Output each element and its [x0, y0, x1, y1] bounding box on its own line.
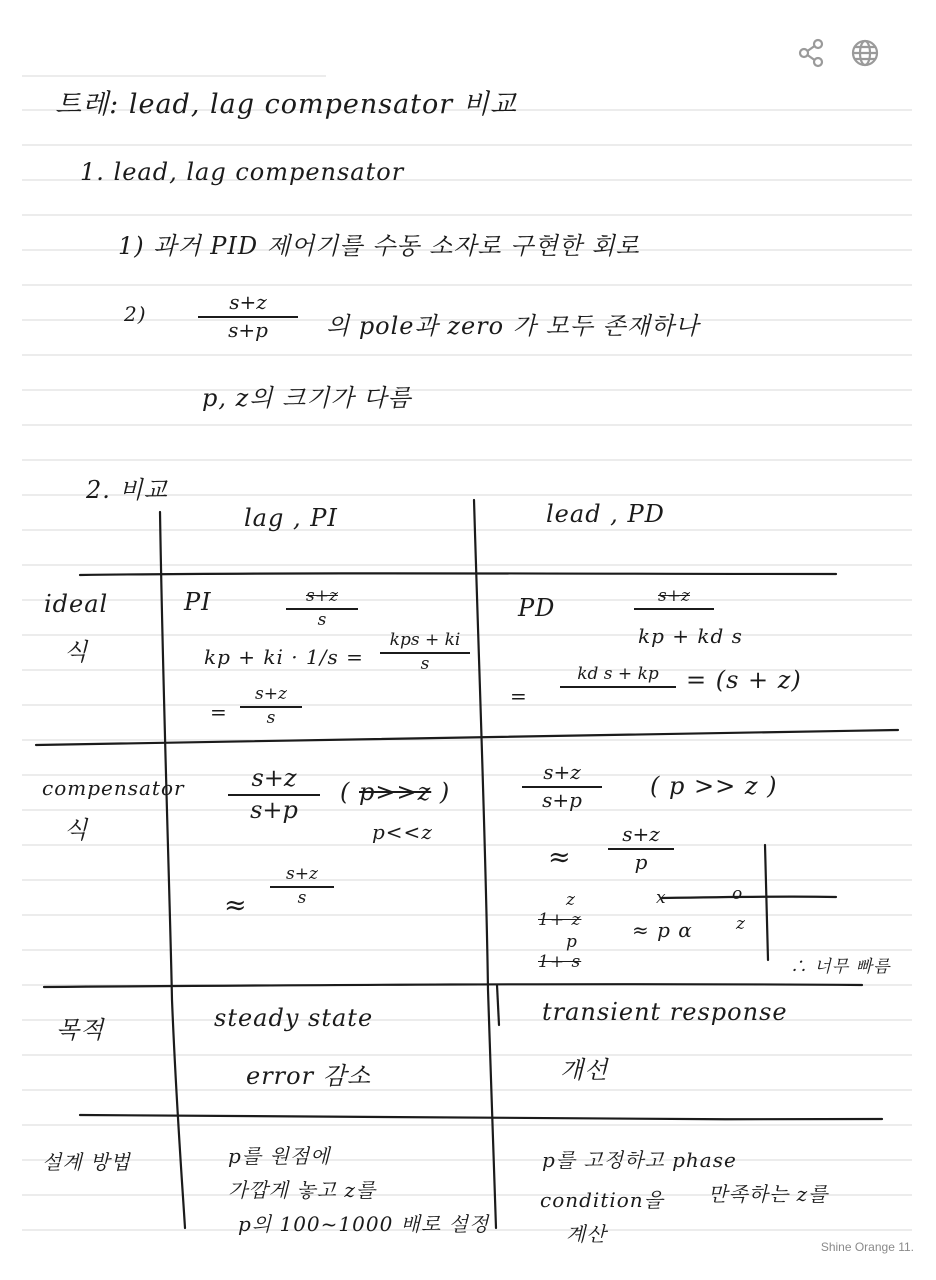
comp-lead-approx-fraction: [608, 822, 674, 874]
purpose-lag-line1: steady state: [214, 1004, 374, 1032]
ideal-lead-pd: PD: [518, 594, 556, 622]
fraction-denominator: s: [297, 888, 307, 908]
globe-icon[interactable]: [850, 38, 880, 68]
comp-lead-note-o: o: [732, 884, 744, 904]
purpose-lag-line2: error 감소: [246, 1062, 372, 1090]
design-lag-line2: 가깝게 놓고 z를: [228, 1178, 377, 1202]
design-lead-line1: p를 고정하고 phase: [542, 1148, 737, 1172]
ideal-lag-expr-fraction: [380, 630, 470, 674]
ideal-lag-eq-fraction: [240, 684, 302, 728]
section1-heading: 1. lead, lag compensator: [80, 158, 405, 186]
ideal-lag-pi: PI: [184, 588, 212, 616]
comp-lead-approx: ≈: [548, 842, 572, 873]
row-ideal-label-1: ideal: [44, 590, 109, 618]
design-lead-line4: 계산: [566, 1222, 607, 1246]
fraction-numerator: s+z: [270, 864, 334, 888]
comp-lead-cond: ( p >> z ): [650, 772, 778, 800]
fraction-denominator: s+p: [250, 796, 298, 824]
ideal-lag-expr: kp + ki · 1/s =: [204, 645, 364, 669]
comp-lead-note-z2: z: [736, 914, 746, 934]
ideal-lag-eq-prefix: =: [210, 700, 228, 724]
comp-lead-note-1z: 1+ z: [538, 910, 582, 930]
fraction-denominator: s+p: [228, 318, 268, 342]
design-lag-line1: p를 원점에: [228, 1144, 331, 1168]
row-compensator-label-2: 식: [64, 816, 89, 844]
comp-lag-approx-fraction: [270, 864, 334, 908]
ideal-lead-fraction: [634, 586, 714, 610]
ideal-lead-eq-fraction: [560, 664, 676, 688]
ideal-lag-fraction: [286, 586, 358, 630]
fraction-denominator: s: [420, 654, 430, 674]
table-row-divider-3: [80, 1115, 882, 1119]
fraction-numerator: kps + ki: [380, 630, 470, 654]
fraction-denominator: p: [634, 850, 648, 874]
share-icon[interactable]: [796, 38, 826, 68]
fraction-numerator: s+z: [634, 586, 714, 610]
fraction-denominator: s: [317, 610, 327, 630]
comp-lead-note-1s: 1+ s: [538, 952, 582, 972]
comp-lead-note-z: z: [566, 890, 576, 910]
comp-lag-cond: p<<z: [372, 820, 433, 844]
comp-lead-note-x: x: [656, 888, 667, 908]
fraction-denominator: s+p: [542, 788, 582, 812]
fraction-numerator: kd s + kp: [560, 664, 676, 688]
note-title: 트레: lead, lag compensator 비교: [55, 89, 517, 120]
section1-item2-fraction: [198, 290, 298, 342]
row-ideal-label-2: 식: [64, 638, 89, 666]
row-purpose-label: 목적: [56, 1016, 105, 1044]
comp-lag-cond-strike: ( p>>z ): [340, 778, 451, 806]
table-header-lead: lead , PD: [546, 500, 665, 528]
fraction-numerator: s+z: [228, 764, 320, 796]
table-header-underline: [80, 573, 836, 575]
section1-item2-line2: p, z의 크기가 다름: [202, 384, 412, 412]
purpose-lead-line2: 개선: [560, 1056, 609, 1084]
row-design-label: 설계 방법: [42, 1150, 131, 1174]
comp-lead-note-toofast: ∴ 너무 빠름: [790, 957, 891, 977]
design-lead-line3: 만족하는 z를: [708, 1182, 829, 1206]
table-col-divider-left: [160, 512, 185, 1228]
design-lead-line2: condition을: [540, 1188, 664, 1212]
fraction-numerator: s+z: [198, 290, 298, 318]
fraction-denominator: s: [266, 708, 276, 728]
ideal-lead-kp-kd: kp + kd s: [638, 624, 743, 648]
comp-lag-approx: ≈: [224, 890, 248, 921]
table-header-lag: lag , PI: [244, 504, 338, 532]
section2-heading: 2. 비교: [86, 476, 168, 504]
design-lag-line3: p의 100~1000 배로 설정: [238, 1212, 490, 1236]
comp-lag-fraction: [228, 764, 320, 824]
comp-lead-note-p: p: [566, 932, 578, 952]
fraction-numerator: s+z: [240, 684, 302, 708]
comp-lead-note-palpha: ≈ p α: [632, 918, 693, 942]
purpose-lead-line1: transient response: [542, 998, 788, 1026]
fraction-numerator: s+z: [608, 822, 674, 850]
ideal-lead-eq-right: = (s + z): [686, 666, 802, 694]
fraction-numerator: s+z: [286, 586, 358, 610]
struck-condition: p>>z: [359, 778, 432, 806]
ideal-lead-eq-prefix: =: [510, 684, 528, 708]
fraction-numerator: s+z: [522, 760, 602, 788]
app-watermark: Shine Orange 11.: [820, 1240, 914, 1254]
section1-item2-label: 2): [124, 302, 147, 326]
row-compensator-label-1: compensator: [42, 776, 185, 800]
section1-item1: 1) 과거 PID 제어기를 수동 소자로 구현한 회로: [118, 232, 640, 260]
section1-item2-text: 의 pole과 zero 가 모두 존재하나: [326, 312, 700, 340]
comp-lead-fraction: [522, 760, 602, 812]
